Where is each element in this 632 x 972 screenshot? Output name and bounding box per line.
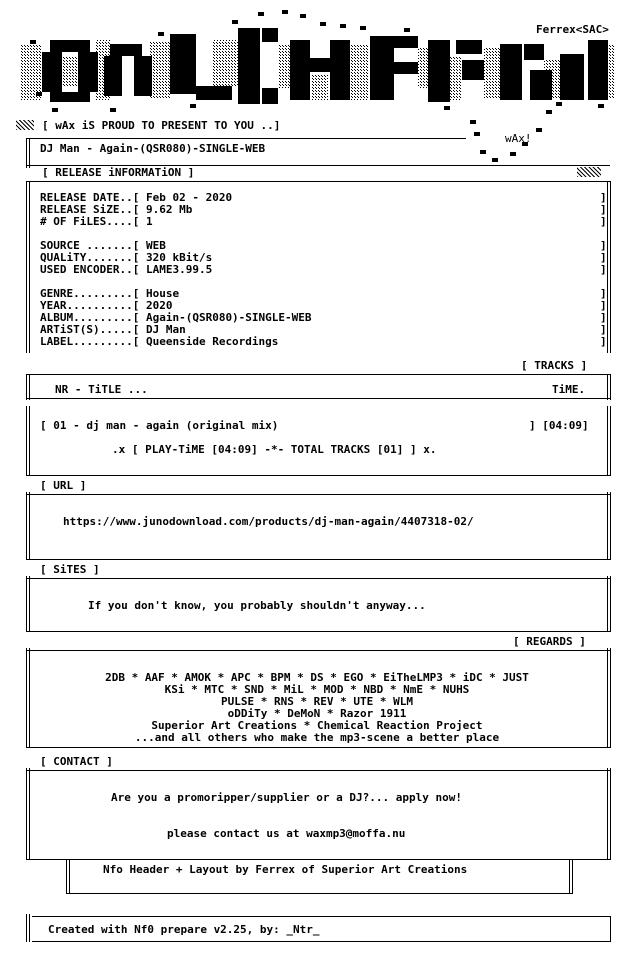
url-box-left bbox=[26, 492, 30, 560]
release-url[interactable]: https://www.junodownload.com/products/dj-man-again/4407318-02/ bbox=[63, 515, 474, 528]
bracket: ] bbox=[600, 215, 607, 228]
contact-heading: [ CONTACT ] bbox=[40, 755, 113, 768]
info-row: ARTiST(S).....[ DJ Man bbox=[40, 323, 186, 336]
bracket: ] bbox=[600, 311, 607, 324]
info-row: LABEL.........[ Queenside Recordings bbox=[40, 335, 279, 348]
url-box-top bbox=[26, 494, 610, 495]
contact-apply: Are you a promoripper/supplier or a DJ?... apply now! bbox=[111, 791, 462, 804]
sites-box-right bbox=[607, 576, 611, 632]
bracket: ] bbox=[600, 263, 607, 276]
tracks-bottom-rule bbox=[26, 475, 610, 476]
sites-box-top bbox=[26, 578, 610, 579]
contact-email[interactable]: please contact us at waxmp3@moffa.nu bbox=[167, 827, 406, 840]
regards-line: 2DB * AAF * AMOK * APC * BPM * DS * EGO * EiTheLMP3 * iDC * JUST bbox=[105, 671, 529, 684]
sites-box-bottom bbox=[26, 631, 610, 632]
credit-box-left bbox=[66, 860, 70, 894]
credit-box-bottom bbox=[66, 893, 572, 894]
bracket: ] bbox=[600, 335, 607, 348]
contact-box-left bbox=[26, 768, 30, 860]
title-box-top bbox=[26, 138, 466, 139]
url-box-right bbox=[607, 492, 611, 560]
info-row: GENRE.........[ House bbox=[40, 287, 180, 300]
track-entry: [ 01 - dj man - again (original mix) bbox=[40, 419, 279, 432]
info-row: SOURCE .......[ WEB bbox=[40, 239, 166, 252]
bracket: ] bbox=[600, 299, 607, 312]
contact-box-top bbox=[26, 770, 610, 771]
regards-box-right bbox=[607, 648, 611, 748]
release-info-right-border bbox=[607, 181, 611, 353]
bracket: ] bbox=[600, 323, 607, 336]
regards-box-bottom bbox=[26, 747, 610, 748]
tracks-list-right bbox=[607, 406, 611, 476]
release-info-hatch bbox=[577, 167, 601, 177]
regards-line: ...and all others who make the mp3-scene a better place bbox=[134, 731, 500, 744]
tracks-heading: [ TRACKS ] bbox=[521, 359, 588, 372]
regards-line: oDDiTy * DeMoN * Razor 1911 bbox=[227, 707, 407, 720]
created-with: Created with Nf0 prepare v2.25, by: _Ntr_ bbox=[48, 923, 320, 936]
tracks-col-nr-title: NR - TiTLE ... bbox=[55, 383, 148, 396]
contact-box-bottom bbox=[26, 859, 610, 860]
tracks-header-left bbox=[26, 374, 30, 400]
bracket: ] bbox=[600, 287, 607, 300]
url-box-bottom bbox=[26, 559, 610, 560]
info-row: USED ENCODER..[ LAME3.99.5 bbox=[40, 263, 213, 276]
info-row: YEAR..........[ 2020 bbox=[40, 299, 173, 312]
regards-line: KSi * MTC * SND * MiL * MOD * NBD * NmE * NUHS bbox=[164, 683, 470, 696]
release-info-left-border bbox=[26, 181, 30, 353]
info-row: RELEASE DATE..[ Feb 02 - 2020 bbox=[40, 191, 233, 204]
credit-box-right bbox=[569, 860, 573, 894]
sites-text: If you don't know, you probably shouldn't anyway... bbox=[88, 599, 426, 612]
info-row: ALBUM.........[ Again-(QSR080)-SINGLE-WEB bbox=[40, 311, 312, 324]
tracks-header-bottom bbox=[26, 398, 610, 399]
info-row: QUALiTY.......[ 320 kBit/s bbox=[40, 251, 213, 264]
layout-credit: Nfo Header + Layout by Ferrex of Superior Art Creations bbox=[103, 863, 468, 876]
url-heading: [ URL ] bbox=[40, 479, 87, 492]
bracket: ] bbox=[600, 251, 607, 264]
intro-banner: [ wAx iS PROUD TO PRESENT TO YOU ..] bbox=[42, 119, 281, 132]
title-box-left bbox=[26, 138, 30, 168]
contact-box-right bbox=[607, 768, 611, 860]
track-time: ] [04:09] bbox=[529, 419, 589, 432]
info-row: # OF FiLES....[ 1 bbox=[40, 215, 153, 228]
regards-line: PULSE * RNS * REV * UTE * WLM bbox=[220, 695, 414, 708]
regards-heading: [ REGARDS ] bbox=[513, 635, 586, 648]
tracks-header-right bbox=[607, 374, 611, 400]
tracks-col-time: TiME. bbox=[552, 383, 586, 396]
bracket: ] bbox=[600, 191, 607, 204]
release-info-rule bbox=[26, 181, 610, 182]
sites-box-left bbox=[26, 576, 30, 632]
regards-box-top bbox=[26, 650, 610, 651]
info-row: RELEASE SiZE..[ 9.62 Mb bbox=[40, 203, 193, 216]
release-info-heading: [ RELEASE iNFORMATiON ] bbox=[42, 166, 195, 179]
created-box-left bbox=[26, 914, 30, 942]
sites-heading: [ SiTES ] bbox=[40, 563, 100, 576]
tracks-list-left bbox=[26, 406, 30, 476]
bracket: ] bbox=[600, 203, 607, 216]
regards-line: Superior Art Creations * Chemical Reaction Project bbox=[151, 719, 483, 732]
intro-hatch-left bbox=[16, 120, 34, 130]
bracket: ] bbox=[600, 239, 607, 252]
tracks-summary: .x [ PLAY-TiME [04:09] -*- TOTAL TRACKS [01] ] x. bbox=[112, 443, 437, 456]
release-title: DJ Man - Again-(QSR080)-SINGLE-WEB bbox=[40, 142, 266, 155]
tracks-rule bbox=[26, 374, 610, 375]
ascii-credit: Ferrex<SAC> bbox=[536, 23, 609, 36]
logo-tag: wAx! bbox=[505, 132, 532, 145]
